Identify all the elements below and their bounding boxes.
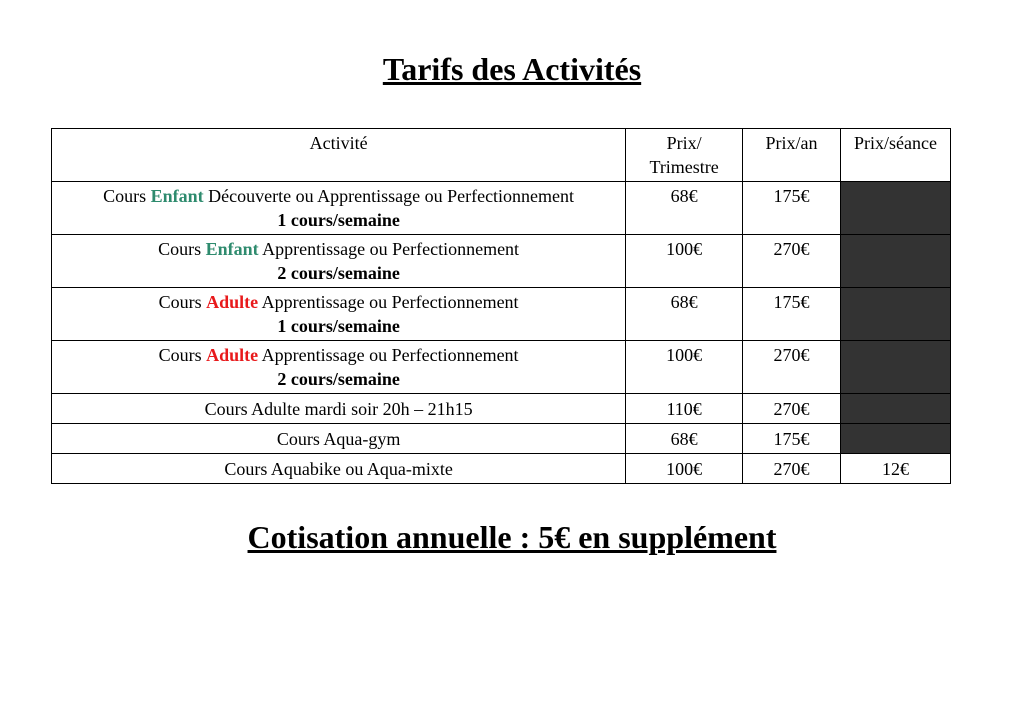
- prix-trimestre-cell: 68€: [626, 424, 743, 454]
- header-prix-trimestre: [626, 129, 743, 182]
- prix-trimestre-cell: 100€: [626, 454, 743, 484]
- table-row: [52, 182, 951, 235]
- prix-trimestre-cell: 110€: [626, 394, 743, 424]
- table-row: [52, 424, 951, 454]
- table-row: [52, 454, 951, 484]
- activite-prefix: Cours: [103, 186, 151, 206]
- activite-rest: Découverte ou Apprentissage ou Perfectionnement: [203, 186, 575, 206]
- table-row: [52, 341, 951, 394]
- activite-highlight: Enfant: [205, 239, 259, 259]
- activite-prefix: Cours: [158, 345, 207, 365]
- prix-trimestre-cell: 100€: [626, 341, 743, 394]
- activite-cell: [52, 341, 626, 394]
- prix-an-cell: 270€: [743, 394, 841, 424]
- prix-seance-cell: [841, 394, 951, 424]
- activite-prefix: Cours: [158, 292, 207, 312]
- header-prix-seance: Prix/séance: [841, 129, 951, 182]
- activite-frequency: 1 cours/semaine: [277, 316, 400, 336]
- prix-an-cell: 270€: [743, 235, 841, 288]
- activite-frequency: 2 cours/semaine: [277, 369, 400, 389]
- table-row: [52, 394, 951, 424]
- activite-highlight: Adulte: [206, 292, 259, 312]
- activite-rest: Apprentissage ou Perfectionnement: [258, 292, 519, 312]
- activite-cell: [52, 235, 626, 288]
- header-activite: Activité: [52, 129, 626, 182]
- header-trimestre-line2: Trimestre: [649, 157, 719, 177]
- prix-seance-cell: [841, 424, 951, 454]
- page-title: Tarifs des Activités: [382, 51, 642, 87]
- activite-cell: [52, 288, 626, 341]
- cotisation-note: Cotisation annuelle : 5€ en supplément: [247, 519, 777, 555]
- prix-an-cell: 270€: [743, 454, 841, 484]
- prix-trimestre-cell: 100€: [626, 235, 743, 288]
- table-header-row: [52, 129, 951, 182]
- activite-rest: Apprentissage ou Perfectionnement: [258, 239, 520, 259]
- activite-prefix: Cours: [158, 239, 206, 259]
- prix-an-cell: 175€: [743, 424, 841, 454]
- header-trimestre-line1: Prix/: [666, 133, 702, 153]
- prix-trimestre-cell: 68€: [626, 288, 743, 341]
- prix-seance-cell: [841, 235, 951, 288]
- prix-an-cell: 270€: [743, 341, 841, 394]
- prix-seance-cell: [841, 341, 951, 394]
- activite-cell: Cours Aqua-gym: [52, 424, 626, 454]
- activite-cell: [52, 182, 626, 235]
- activite-cell: Cours Adulte mardi soir 20h – 21h15: [52, 394, 626, 424]
- tarifs-table: [51, 128, 951, 484]
- activite-rest: Apprentissage ou Perfectionnement: [258, 345, 519, 365]
- prix-an-cell: 175€: [743, 182, 841, 235]
- prix-seance-cell: 12€: [841, 454, 951, 484]
- prix-seance-cell: [841, 182, 951, 235]
- prix-seance-cell: [841, 288, 951, 341]
- header-prix-an: Prix/an: [743, 129, 841, 182]
- prix-trimestre-cell: 68€: [626, 182, 743, 235]
- table-row: [52, 235, 951, 288]
- table-row: [52, 288, 951, 341]
- activite-highlight: Enfant: [150, 186, 204, 206]
- activite-frequency: 2 cours/semaine: [277, 263, 400, 283]
- activite-frequency: 1 cours/semaine: [277, 210, 400, 230]
- activite-cell: Cours Aquabike ou Aqua-mixte: [52, 454, 626, 484]
- activite-highlight: Adulte: [206, 345, 259, 365]
- prix-an-cell: 175€: [743, 288, 841, 341]
